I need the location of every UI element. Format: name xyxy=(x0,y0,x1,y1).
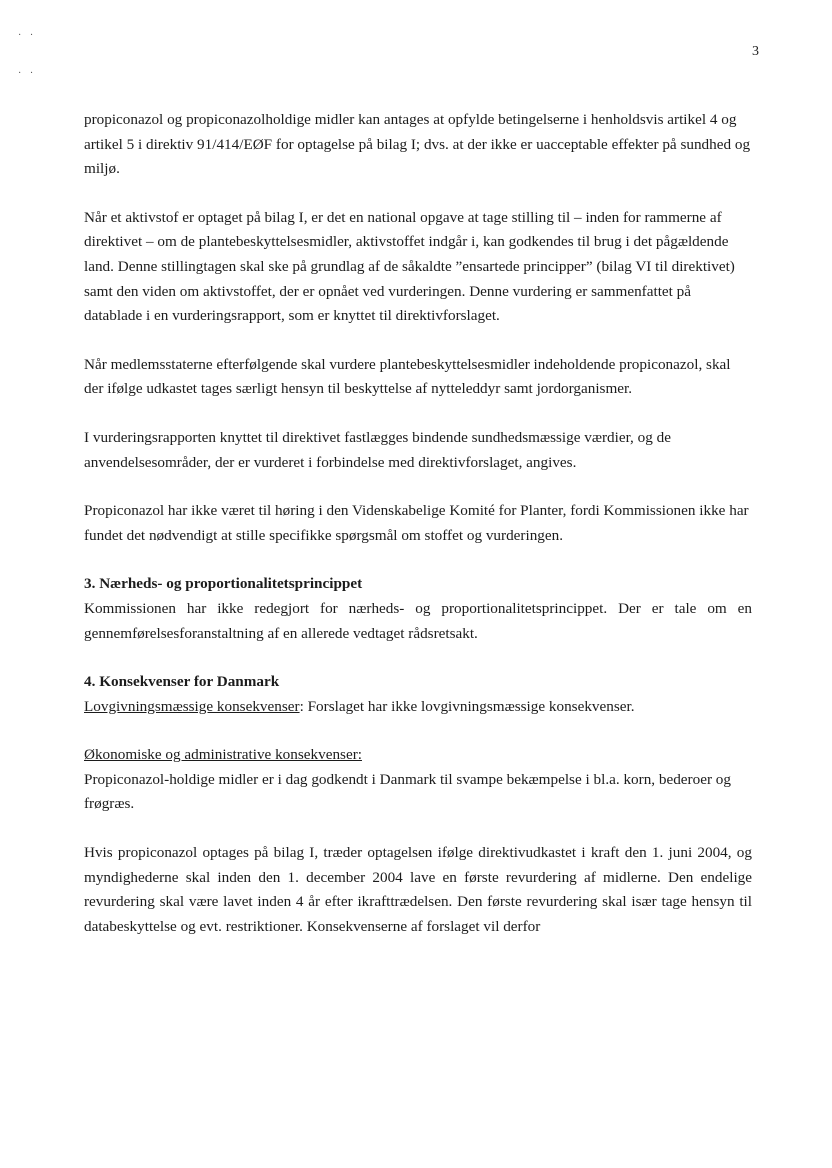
paragraph-2: Når et aktivstof er optaget på bilag I, er det en national opgave at tage stilling til – inden for rammerne af direktivet – om de plantebeskyttelsesmidler, aktivstoffet indgår i, kan godkendes til brug i det pågældende land. Denne stillingtagen skal ske på grundlag af de såkaldte ”ensartede principper” (bilag VI til direktivet) samt den viden om aktivstoffet, der er opnået ved vurderingen. Denne vurdering er sammenfattet på datablade i en vurderingsrapport, som er knyttet til direktivforslaget. xyxy=(84,208,735,325)
legislative-consequences-label: Lovgivningsmæssige konsekvenser xyxy=(84,697,300,715)
legislative-consequences xyxy=(84,695,752,720)
economic-consequences xyxy=(84,743,752,817)
paragraph-5: Propiconazol har ikke været til høring i den Videnskabelige Komité for Planter, fordi Kommissionen ikke har fundet det nødvendigt at stille specifikke spørgsmål om stoffet og vurderingen. xyxy=(84,502,749,544)
scan-mark-bottom: · · xyxy=(18,68,37,79)
economic-consequences-text: Propiconazol-holdige midler er i dag godkendt i Danmark til svampe bekæmpelse i bl.a. korn, bederoer og frøgræs. xyxy=(84,770,731,813)
scan-mark-top: · · xyxy=(18,30,37,41)
section-4 xyxy=(84,670,752,719)
paragraph-3: Når medlemsstaterne efterfølgende skal vurdere plantebeskyttelsesmidler indeholdende propiconazol, skal der ifølge udkastet tages særligt hensyn til beskyttelse af nytteleddyr samt jordorganismer. xyxy=(84,355,731,398)
paragraph-4: I vurderingsrapporten knyttet til direktivet fastlægges bindende sundhedsmæssige værdier, og de anvendelsesområder, der er vurderet i forbindelse med direktivforslaget, angives. xyxy=(84,428,671,471)
section-3-body: Kommissionen har ikke redegjort for nærheds- og proportionalitetsprincippet. Der er tale om en gennemførelsesforanstaltning af en allerede vedtaget rådsretsakt. xyxy=(84,599,752,642)
section-3-heading: 3. Nærheds- og proportionalitetsprincippet xyxy=(84,575,363,593)
paragraph-1: propiconazol og propiconazolholdige midler kan antages at opfylde betingelserne i henholdsvis artikel 4 og artikel 5 i direktiv 91/414/EØF for optagelse på bilag I; dvs. at der ikke er uacceptable effekter på sundhed og miljø. xyxy=(84,111,751,178)
document-body xyxy=(84,108,752,963)
legislative-consequences-colon: : xyxy=(299,697,304,715)
section-4-heading: 4. Konsekvenser for Danmark xyxy=(84,673,280,691)
page-number: 3 xyxy=(752,44,759,59)
final-paragraph: Hvis propiconazol optages på bilag I, træder optagelsen ifølge direktivudkastet i kraft den 1. juni 2004, og myndighederne skal inden den 1. december 2004 lave en første revurdering af midlerne. Den endelige revurdering skal være lavet inden 4 år efter ikrafttrædelsen. Den første revurdering skal især tage hensyn til databeskyttelse og evt. restriktioner. Konsekvenserne af forslaget vil derfor xyxy=(84,844,752,935)
economic-consequences-label: Økonomiske og administrative konsekvenser: xyxy=(84,746,362,764)
section-3 xyxy=(84,572,752,646)
legislative-consequences-text: Forslaget har ikke lovgivningsmæssige konsekvenser. xyxy=(303,697,635,715)
